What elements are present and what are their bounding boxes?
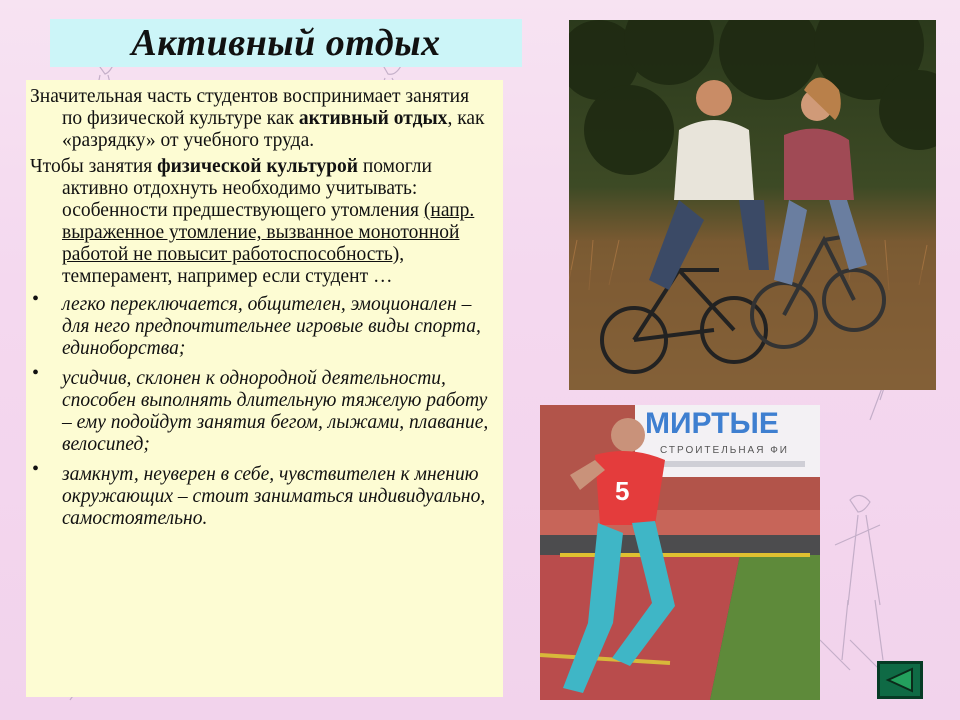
rec-text-a: Чтобы занятия xyxy=(30,156,158,177)
intro-bold: активный отдых xyxy=(298,108,448,129)
bullet-icon: • xyxy=(32,288,40,310)
runner-number: 5 xyxy=(615,476,630,506)
bullet-icon: • xyxy=(32,362,40,384)
rec-text-b: помогли активно отдохнуть необходимо учитывать: особенности предшествующего утомления xyxy=(62,156,432,221)
list-item-text: легко переключается, общителен, эмоционален – для него предпочтительнее игровые виды спорта, единоборства; xyxy=(62,294,481,359)
content-text-box xyxy=(26,80,503,697)
temperament-list xyxy=(30,288,493,530)
triangle-left-icon xyxy=(884,666,916,694)
bullet-icon: • xyxy=(32,458,40,480)
rec-underlined-note: (напр. выраженное утомление, вызванное монотонной работой не повысит работоспособность), xyxy=(62,200,475,265)
photo-long-jump-runner xyxy=(540,405,820,700)
banner-logo-text: МИРТЫЕ xyxy=(645,407,779,440)
rec-text-c: темперамент, например если студент … xyxy=(62,266,393,287)
rec-bold: физической культурой xyxy=(157,156,358,177)
paragraph-recommendation xyxy=(30,156,493,288)
slide-title: Активный отдых xyxy=(131,22,441,64)
intro-text-b: , как «разрядку» от учебного труда. xyxy=(62,108,485,151)
back-nav-button[interactable] xyxy=(877,661,923,699)
intro-text-a: Значительная часть студентов воспринимает занятия по физической культуре как xyxy=(30,86,470,129)
list-item-text: усидчив, склонен к однородной деятельности, способен выполнять длительную тяжелую работу – ему подойдут занятия бегом, лыжами, плавание, велосипед; xyxy=(62,368,489,455)
slide-title-box xyxy=(50,19,522,67)
list-item xyxy=(30,458,493,530)
photo-cyclists xyxy=(569,20,936,390)
banner-subtext: СТРОИТЕЛЬНАЯ ФИ xyxy=(660,445,789,456)
list-item xyxy=(30,288,493,360)
list-item-text: замкнут, неуверен в себе, чувствителен к мнению окружающих – стоит заниматься индивидуально, самостоятельно. xyxy=(62,464,486,529)
paragraph-intro xyxy=(30,86,493,152)
list-item xyxy=(30,362,493,456)
